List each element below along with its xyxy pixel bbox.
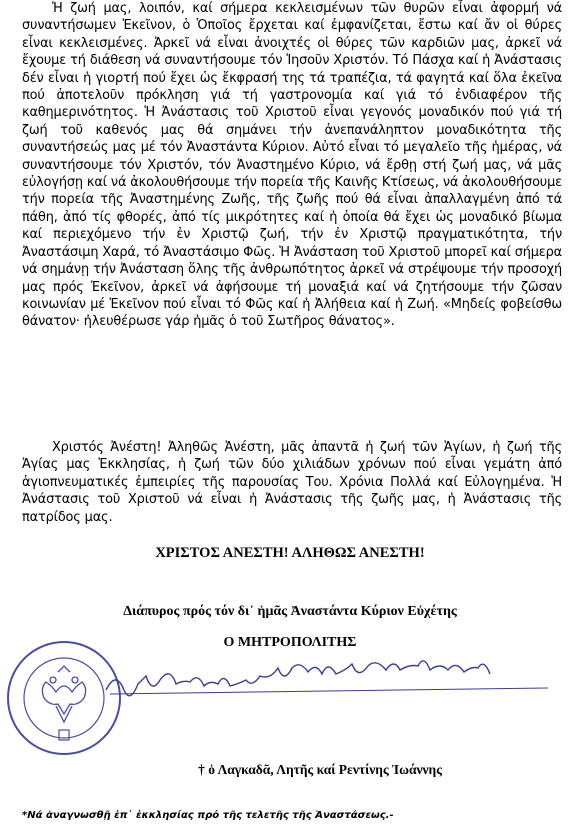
letter-body xyxy=(22,0,562,331)
handwritten-signature xyxy=(104,660,554,708)
footnote: *Νά ἀναγνωσθῇ ἐπ᾿ ἐκκλησίας πρό τῆς τελετῆς τῆς Ἀναστάσεως.- xyxy=(22,810,394,821)
closing-line: Διάπυρος πρός τόν δι᾿ ἡμᾶς Ἀναστάντα Κύριον Εὐχέτης xyxy=(123,604,457,619)
letter-body-2 xyxy=(22,439,562,526)
paragraph-1: Ἡ ζωή μας, λοιπόν, καί σήμερα κεκλεισμένων τῶν θυρῶν εἶναι ἀφορμή νά συναντήσωμεν Ἐκεῖνον, ὁ Ὁποῖος ἔρχεται καί ἐμφανίζεται, ἔστω καί ἄν οἱ θύρες εἶναι κεκλεισμένες. Ἀρκεῖ νά εἶναι ἀνοιχτές οἱ θύρες τῶν καρδιῶν μας, ἀρκεῖ νά ἔχουμε τή διάθεση νά συναντήσουμε τόν Ἰησοῦν Χριστόν. Τό Πάσχα καί ἡ Ἀνάστασις δέν εἶναι ἡ γιορτή πού ἔχει ὡς ἔκφρασή της τά τραπέζια, τά φαγητά καί ὅλα ἐκεῖνα πού ἀποτελοῦν πρόκληση γιά τή γαστρονομία καί γιά τό ἐνδιαφέρον τῆς καθημερινότητος. Ἡ Ἀνάστασις τοῦ Χριστοῦ εἶναι γεγονός μοναδικόν πού γιά τή ζωή τοῦ καθενός μας θά σημάνει τήν ἀνεπανάληπτον μοναδικότητα τῆς συναντήσεώς μας μέ τόν Ἀναστάντα Κύριον. Αὐτό εἶναι τό μεγαλεῖο τῆς ἡμέρας, νά συναντήσουμε τόν Χριστόν, τόν Ἀναστημένο Κύριο, νά ἔρθῃ στή ζωή μας, νά μᾶς εὐλογήσῃ καί νά ἀκολουθήσουμε τήν πορεία τῆς Καινῆς Κτίσεως, νά ἀκολουθήσουμε τήν πορεία τῆς Ἀναστημένης Ζωῆς, τῆς ζωῆς πού θά εἶναι ἀπαλλαγμένη ἀπό τά πάθη, ἀπό τίς φθορές, ἀπό τίς μικρότητες καί ἡ ὁποία θά ἔχει ὡς μοναδικό βίωμα καί περιεχόμενο τήν ἐν Χριστῷ ζωή, τήν ἐν Χριστῷ πραγματικότητα, τήν Ἀναστάσιμη Χαρά, τό Ἀναστάσιμο Φῶς. Ἡ Ἀνάσταση τοῦ Χριστοῦ μπορεῖ καί σήμερα νά σημάνῃ τήν Ἀνάσταση ὅλης τῆς ἀνθρωπότητος ἀρκεῖ νά στρέψουμε τήν προσοχή μας πρός Ἐκεῖνον, ἀρκεῖ νά ἀφήσουμε τή μοναξιά καί νά ζητήσουμε τήν ζῶσαν κοινωνίαν μέ Ἐκεῖνον πού εἶναι τό Φῶς καί ἡ Ἀλήθεια καί ἡ Ζωή. «Μηδείς φοβείσθω θάνατον· ἠλευθέρωσε γάρ ἡμᾶς ὁ τοῦ Σωτῆρος θάνατος». xyxy=(22,1,562,330)
paragraph-2: Χριστός Ἀνέστη! Ἀληθῶς Ἀνέστη, μᾶς ἀπαντᾶ ἡ ζωή τῶν Ἁγίων, ἡ ζωή τῆς Ἁγίας μας Ἐκκλησίας, ἡ ζωή τῶν δύο χιλιάδων χρόνων πού εἶναι γεμάτη ἀπό ἁγιοπνευματικές ἐμπειρίες τῆς παρουσίας Του. Χρόνια Πολλά καί Εὐλογημένα. Ἡ Ἀνάστασις τοῦ Χριστοῦ νά εἶναι ἡ Ἀνάστασις τῆς ζωῆς μας, ἡ Ἀνάστασις τῆς πατρίδος μας. xyxy=(22,440,562,525)
double-headed-eagle-icon xyxy=(42,666,85,722)
signer-name: † ὁ Λαγκαδᾶ, Λητῆς καί Ρεντίνης Ἰωάννης xyxy=(198,762,442,777)
easter-greeting: ΧΡΙΣΤΟΣ ΑΝΕΣΤΗ! ΑΛΗΘΩΣ ΑΝΕΣΤΗ! xyxy=(155,545,425,561)
signer-title: Ο ΜΗΤΡΟΠΟΛΙΤΗΣ xyxy=(223,635,357,650)
